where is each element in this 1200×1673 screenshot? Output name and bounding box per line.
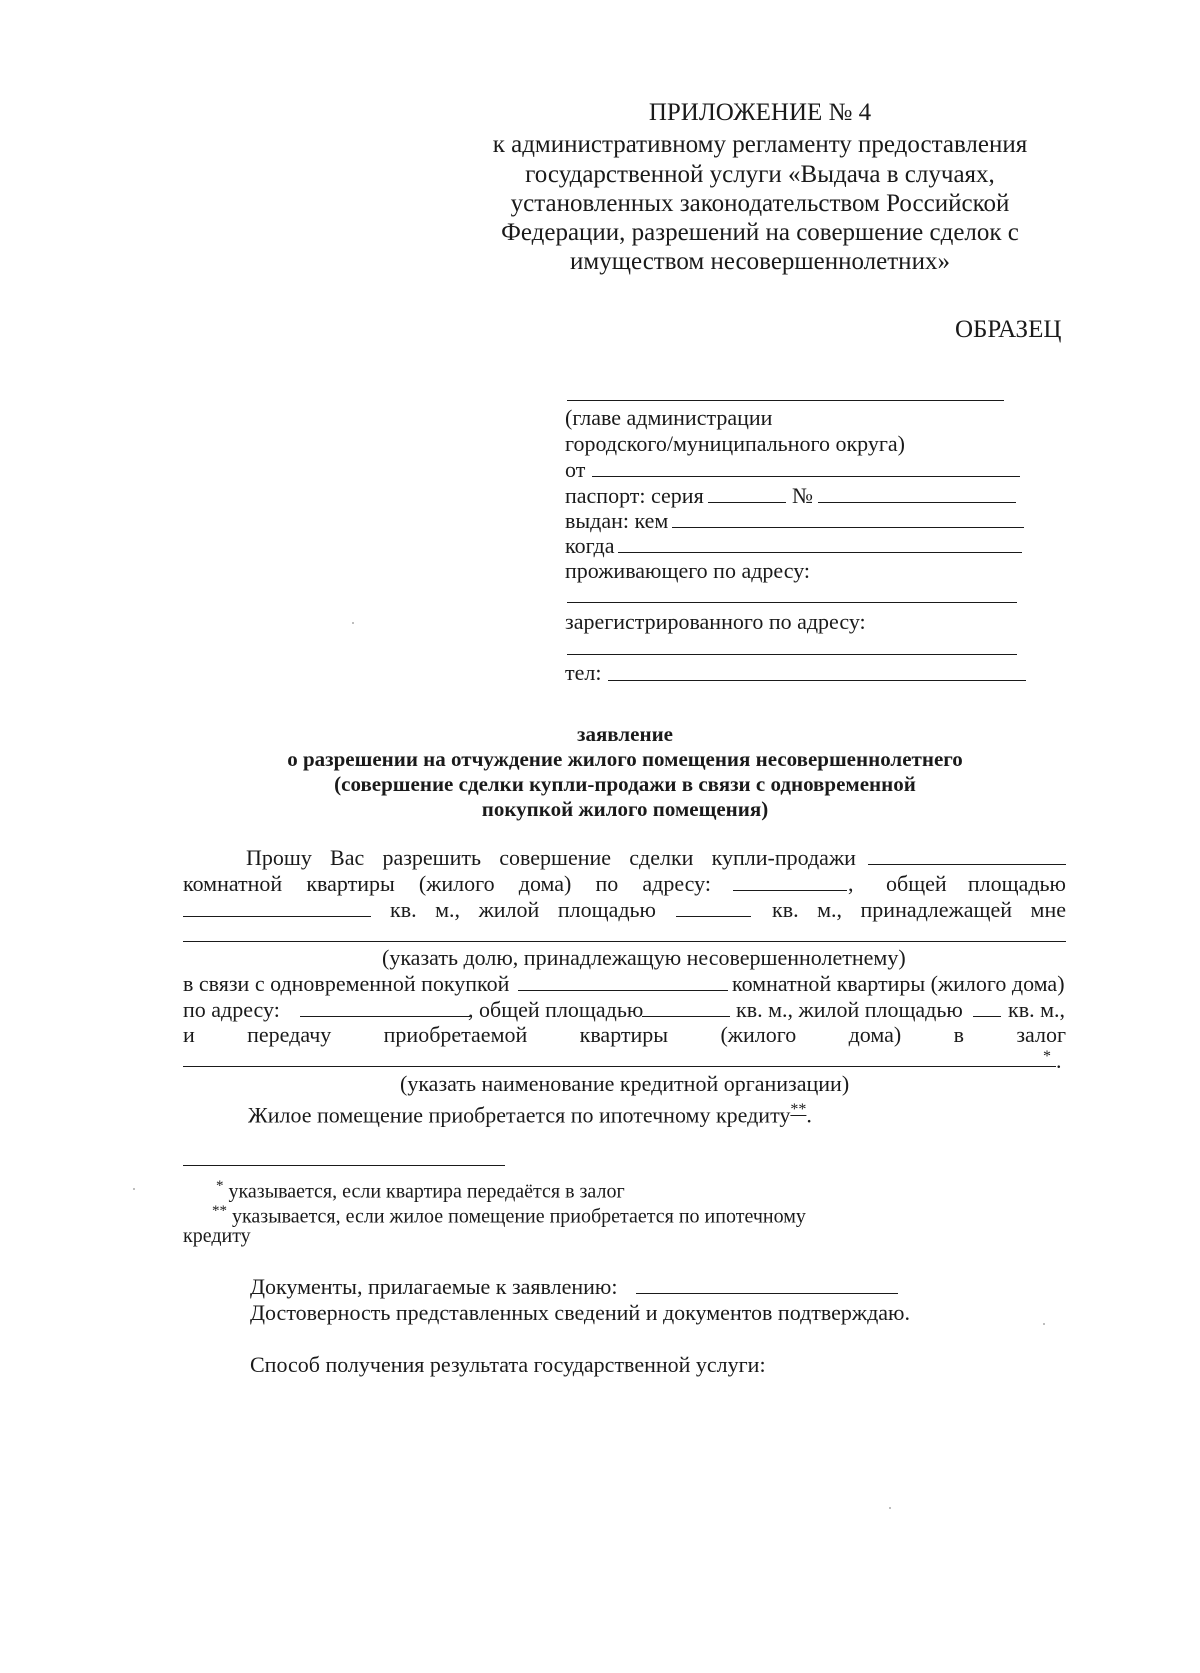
documents-label: Документы, прилагаемые к заявлению:: [250, 1274, 618, 1299]
word: площадью: [557, 897, 656, 922]
mortgage-end: .: [806, 1102, 812, 1128]
sold-address-line: [733, 890, 847, 891]
word: (жилого: [418, 871, 495, 896]
word: по: [595, 871, 619, 896]
mortgage-text: [248, 1097, 812, 1128]
request-line-1: [246, 845, 856, 871]
addressee-line: [567, 400, 1004, 401]
issued-by-line: [672, 527, 1024, 528]
total-area-line: [183, 916, 371, 917]
word: адресу:: [642, 871, 711, 896]
bank-line: [183, 1066, 1056, 1067]
issued-when-line: [618, 552, 1022, 553]
request-line-2: [183, 871, 711, 897]
rooms-count-line: [868, 864, 1066, 865]
living-area-label: [390, 897, 656, 923]
phone-line: [608, 680, 1026, 681]
word: разрешить: [382, 845, 482, 870]
word: залог: [1016, 1022, 1066, 1047]
word: общей: [886, 871, 947, 896]
purchase-total-area-label: , общей площадью: [468, 997, 644, 1022]
footnote-2-text: указывается, если жилое помещение приобретается по ипотечному: [232, 1205, 806, 1228]
word: принадлежащей: [860, 897, 1012, 922]
scan-speck: [1043, 1323, 1045, 1325]
footnote-separator: [183, 1165, 505, 1166]
word: кв.: [772, 897, 799, 922]
purchase-total-area-line: [642, 1016, 730, 1017]
appendix-title: ПРИЛОЖЕНИЕ № 4: [648, 99, 872, 126]
purchase-living-area-line: [973, 1016, 1001, 1017]
confirmation-text: Достоверность представленных сведений и документов подтверждаю.: [250, 1300, 910, 1325]
pledge-star: *: [1043, 1048, 1051, 1065]
share-line: [183, 941, 1066, 942]
word: купли-продажи: [711, 845, 856, 870]
statement-subtitle-2: (совершение сделки купли-продажи в связи с одновременной: [334, 772, 916, 796]
share-hint: (указать долю, принадлежащую несовершеннолетнему): [382, 945, 906, 970]
footnote-2-mark: **: [212, 1203, 227, 1219]
word: Прошу: [246, 845, 312, 870]
statement-subtitle-1: о разрешении на отчуждение жилого помещения несовершеннолетнего: [287, 747, 963, 771]
issued-by-label: выдан: кем: [565, 508, 669, 533]
mortgage-sentence: Жилое помещение приобретается по ипотечному кредиту: [248, 1102, 791, 1128]
purchase-tail: комнатной квартиры (жилого дома): [732, 971, 1065, 996]
registered-address-label: зарегистрированного по адресу:: [565, 609, 866, 634]
purchase-rooms-line: [518, 990, 728, 991]
purchase-living-area-label: кв. м., жилой площадью: [736, 997, 963, 1022]
word: дома): [848, 1022, 902, 1047]
purchase-address-line: [300, 1016, 470, 1017]
statement-subtitle-3: покупкой жилого помещения): [481, 797, 769, 821]
passport-number-label: №: [792, 483, 813, 508]
word: кв.: [390, 897, 417, 922]
purchase-sqm-end: кв. м.,: [1008, 997, 1065, 1022]
word: в: [953, 1022, 964, 1047]
scan-speck: [352, 622, 354, 624]
registered-address-line: [567, 654, 1017, 655]
regulation-line-3: установленных законодательством Российской: [510, 190, 1010, 217]
from-label: от: [565, 457, 586, 482]
scan-speck: [133, 1188, 135, 1190]
purchase-text: в связи с одновременной покупкой: [183, 971, 510, 996]
passport-series-label: паспорт: серия: [565, 483, 704, 508]
word: сделки: [629, 845, 694, 870]
head-hint-line-2: городского/муниципального округа): [565, 431, 905, 456]
word: приобретаемой: [383, 1022, 528, 1047]
word: м.,: [435, 897, 461, 922]
word: квартиры: [306, 871, 395, 896]
documents-line: [636, 1293, 898, 1294]
word: совершение: [499, 845, 612, 870]
word: жилой: [478, 897, 540, 922]
word: Вас: [330, 845, 365, 870]
passport-number-line: [818, 502, 1016, 503]
comma: ,: [848, 871, 854, 896]
residing-address-line: [567, 602, 1017, 603]
sample-mark: ОБРАЗЕЦ: [955, 316, 1062, 343]
pledge-end: .: [1056, 1048, 1062, 1073]
word: площадью: [967, 871, 1066, 896]
living-area-line: [676, 916, 751, 917]
from-line: [592, 476, 1020, 477]
footnote-1-text: указывается, если квартира передаётся в залог: [228, 1180, 625, 1203]
regulation-line-1: к административному регламенту предоставления: [492, 131, 1028, 158]
footnote-1-mark: *: [216, 1178, 224, 1194]
phone-label: тел:: [565, 660, 602, 685]
residing-address-label: проживающего по адресу:: [565, 558, 811, 583]
result-method-label: Способ получения результата государственной услуги:: [250, 1352, 766, 1377]
regulation-line-2: государственной услуги «Выдача в случаях,: [525, 161, 995, 188]
scan-speck: [889, 1507, 891, 1509]
footnote-2-continuation: кредиту: [183, 1225, 251, 1247]
owned-by-label: [772, 897, 1066, 923]
statement-title: заявление: [577, 722, 673, 746]
total-area-label: [886, 871, 1066, 897]
head-hint-line-1: (главе администрации: [565, 405, 773, 430]
word: (жилого: [720, 1022, 797, 1047]
word: дома): [518, 871, 572, 896]
mortgage-stars: **: [790, 1101, 807, 1118]
word: м.,: [817, 897, 843, 922]
regulation-line-5: имуществом несовершеннолетних»: [570, 248, 950, 275]
passport-series-line: [708, 502, 786, 503]
footnote-2: [212, 1198, 806, 1230]
word: передачу: [247, 1022, 332, 1047]
regulation-line-4: Федерации, разрешений на совершение сделок с: [501, 219, 1019, 246]
issued-when-label: когда: [565, 533, 615, 558]
word: и: [183, 1022, 195, 1047]
purchase-address-label: по адресу:: [183, 997, 280, 1022]
bank-hint: (указать наименование кредитной организации): [400, 1071, 850, 1096]
word: комнатной: [183, 871, 283, 896]
word: квартиры: [579, 1022, 669, 1047]
word: мне: [1030, 897, 1066, 922]
pledge-line: [183, 1022, 1066, 1048]
